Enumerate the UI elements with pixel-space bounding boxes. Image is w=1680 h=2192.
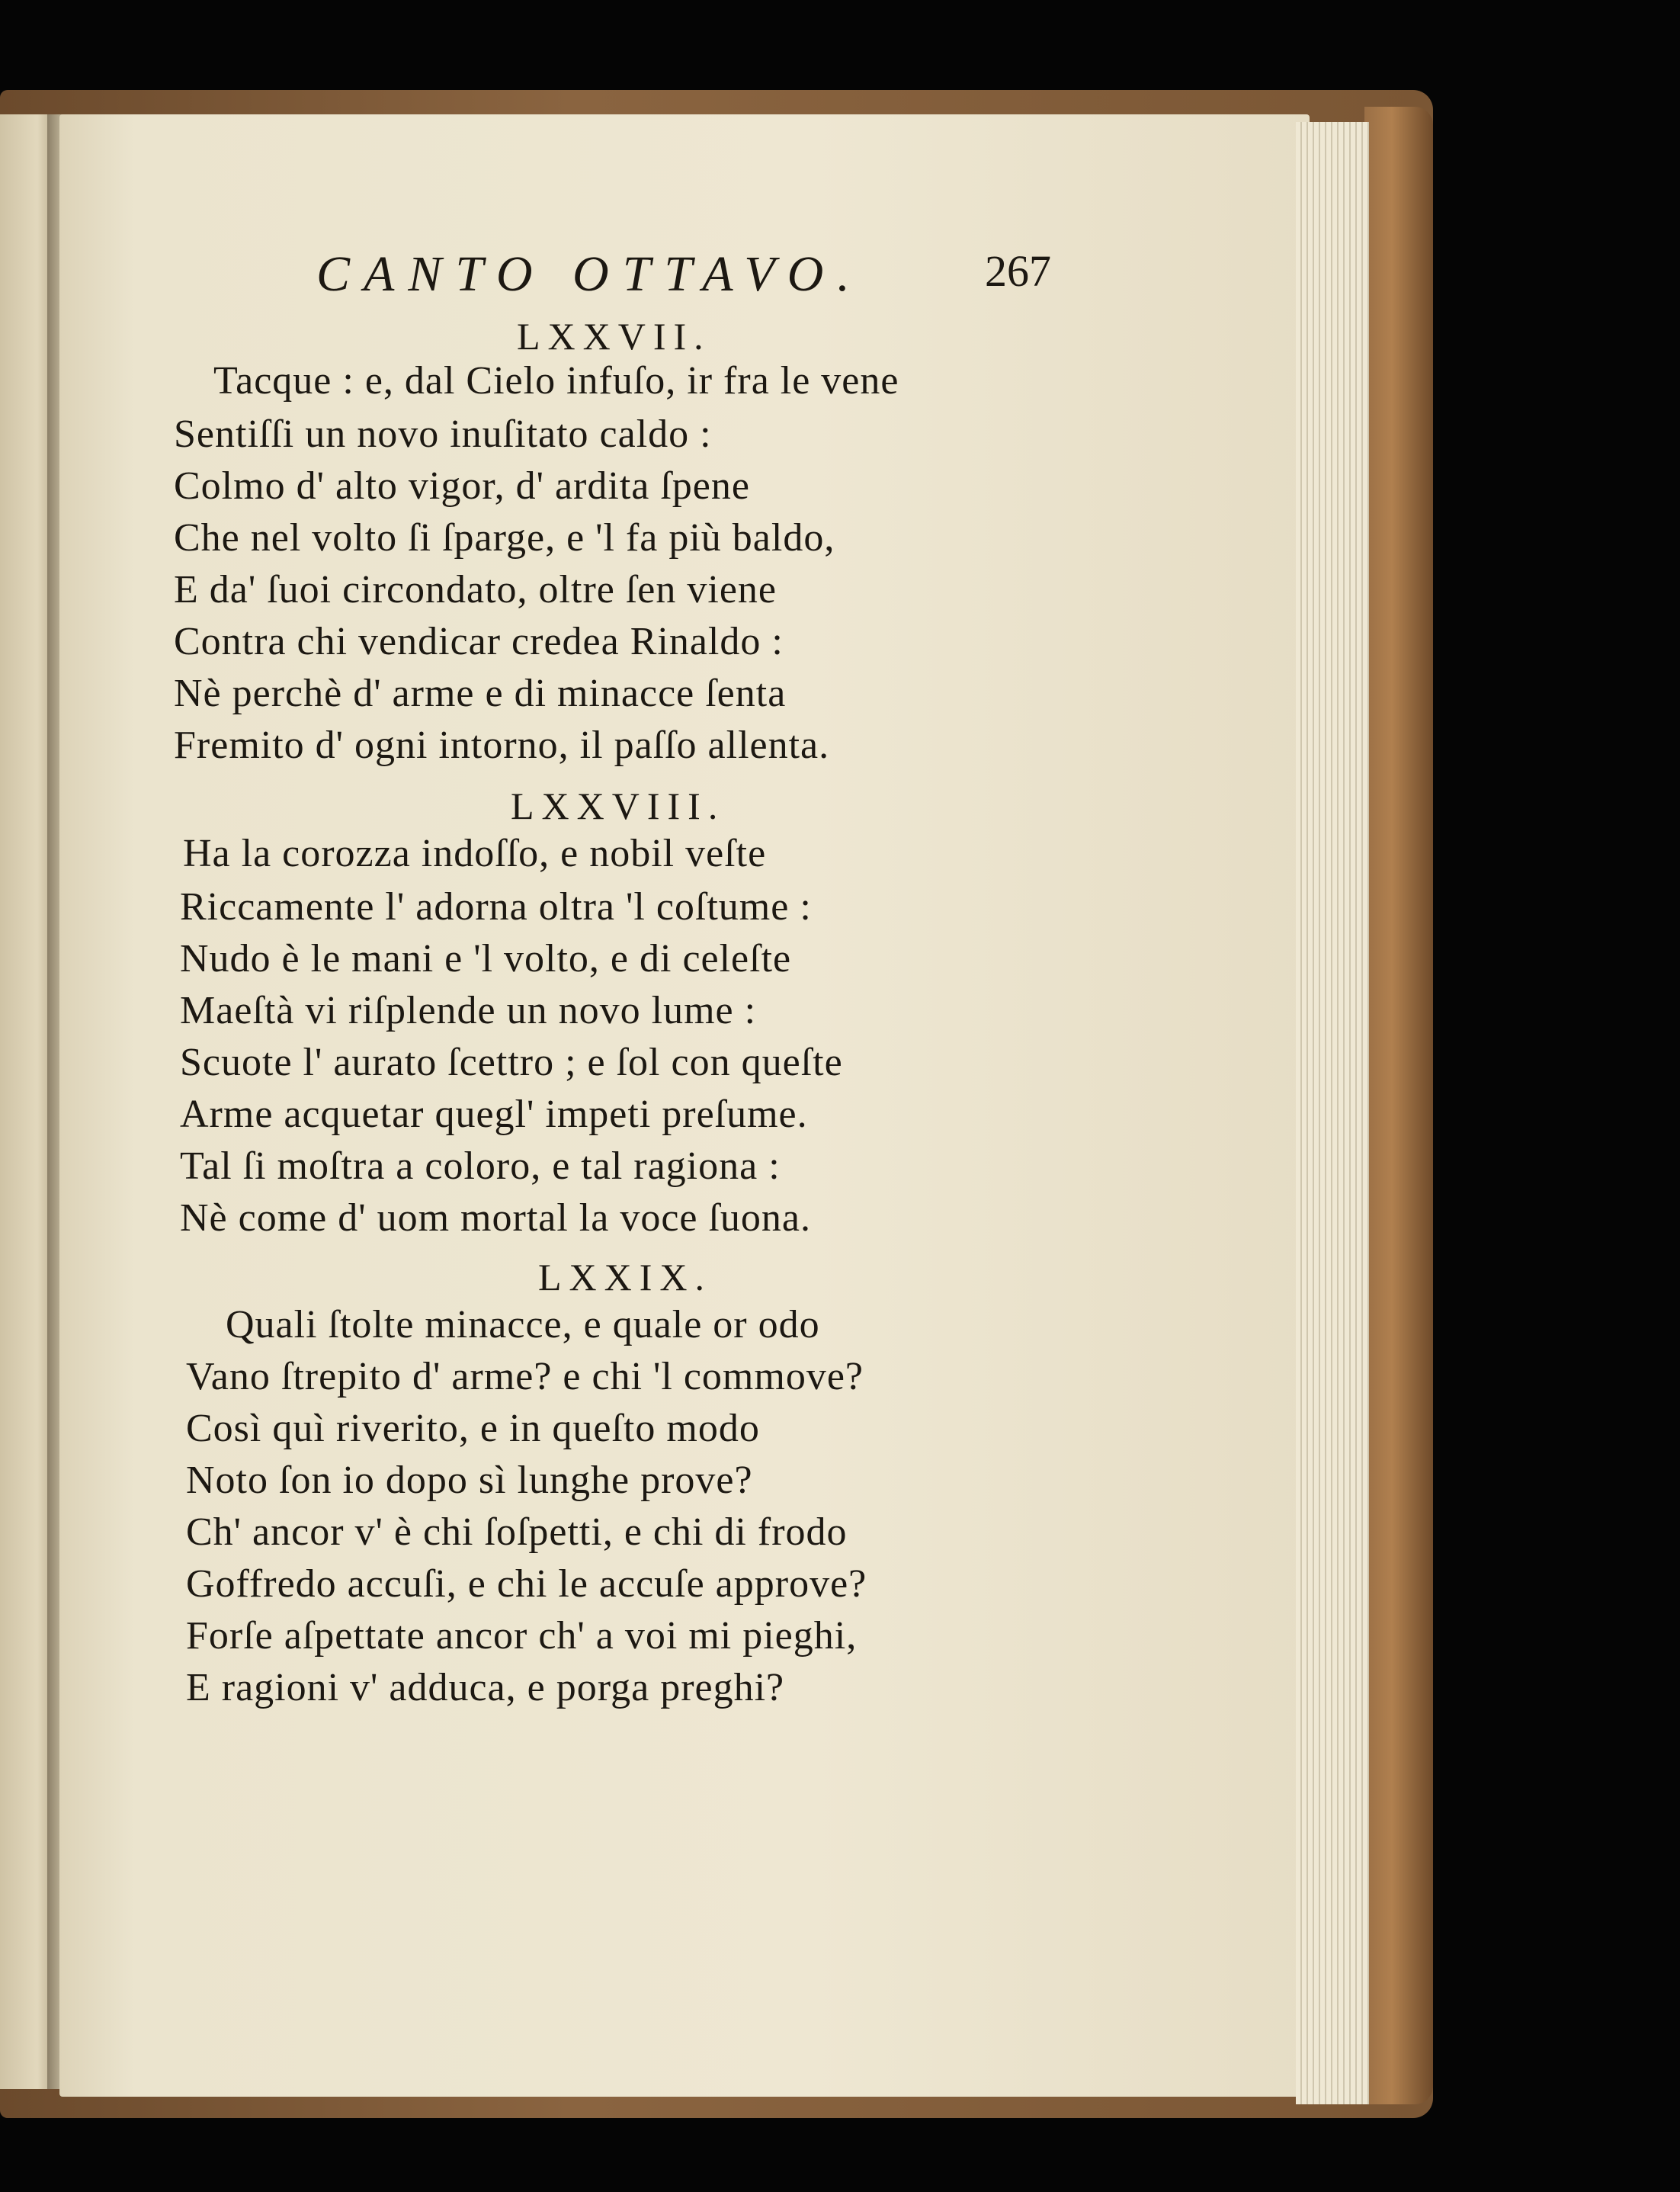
verse-line: E da' ſuoi circondato, oltre ſen viene bbox=[174, 568, 777, 611]
verse-line: Arme acquetar quegl' impeti preſume. bbox=[180, 1093, 808, 1136]
verse-line: Ha la corozza indoſſo, e nobil veſte bbox=[183, 832, 767, 875]
verse-line: Colmo d' alto vigor, d' ardita ſpene bbox=[174, 464, 750, 508]
verse-line: Sentiſſi un novo inuſitato caldo : bbox=[174, 412, 712, 456]
verse-line: Riccamente l' adorna oltra 'l coſtume : bbox=[180, 885, 812, 929]
verse-line: Che nel volto ſi ſparge, e 'l fa più baldo, bbox=[174, 516, 835, 560]
verse-line: Maeſtà vi riſplende un novo lume : bbox=[180, 989, 757, 1032]
verse-line: Scuote l' aurato ſcettro ; e ſol con queſte bbox=[180, 1041, 843, 1084]
stanza-number: LXXIX. bbox=[538, 1256, 713, 1298]
running-head: CANTO OTTAVO. bbox=[316, 246, 864, 302]
verse-line: Nè come d' uom mortal la voce ſuona. bbox=[180, 1196, 812, 1240]
verse-line: Nè perchè d' arme e di minacce ſenta bbox=[174, 672, 787, 715]
verse-line: Noto ſon io dopo sì lunghe prove? bbox=[186, 1459, 753, 1502]
verse-line: Quali ſtolte minacce, e quale or odo bbox=[226, 1303, 820, 1346]
stanza-number: LXXVII. bbox=[517, 315, 711, 358]
verse-line: Così quì riverito, e in queſto modo bbox=[186, 1407, 760, 1450]
verse-line: Ch' ancor v' è chi ſoſpetti, e chi di frodo bbox=[186, 1510, 848, 1554]
verse-line: Tal ſi moſtra a coloro, e tal ragiona : bbox=[180, 1144, 781, 1188]
page-number: 267 bbox=[985, 246, 1051, 296]
stanza-number: LXXVIII. bbox=[511, 785, 726, 827]
verse-line: Forſe aſpettate ancor ch' a voi mi pieghi, bbox=[186, 1614, 858, 1658]
verse-line: Tacque : e, dal Cielo infuſo, ir fra le vene bbox=[213, 359, 899, 403]
verse-line: E ragioni v' adduca, e porga preghi? bbox=[186, 1666, 785, 1709]
verse-line: Goffredo accuſi, e chi le accuſe approve? bbox=[186, 1562, 867, 1606]
verse-line: Nudo è le mani e 'l volto, e di celeſte bbox=[180, 937, 792, 980]
verse-line: Contra chi vendicar credea Rinaldo : bbox=[174, 620, 784, 663]
verse-line: Vano ſtrepito d' arme? e chi 'l commove? bbox=[186, 1355, 864, 1398]
verse-line: Fremito d' ogni intorno, il paſſo allenta. bbox=[174, 724, 830, 767]
